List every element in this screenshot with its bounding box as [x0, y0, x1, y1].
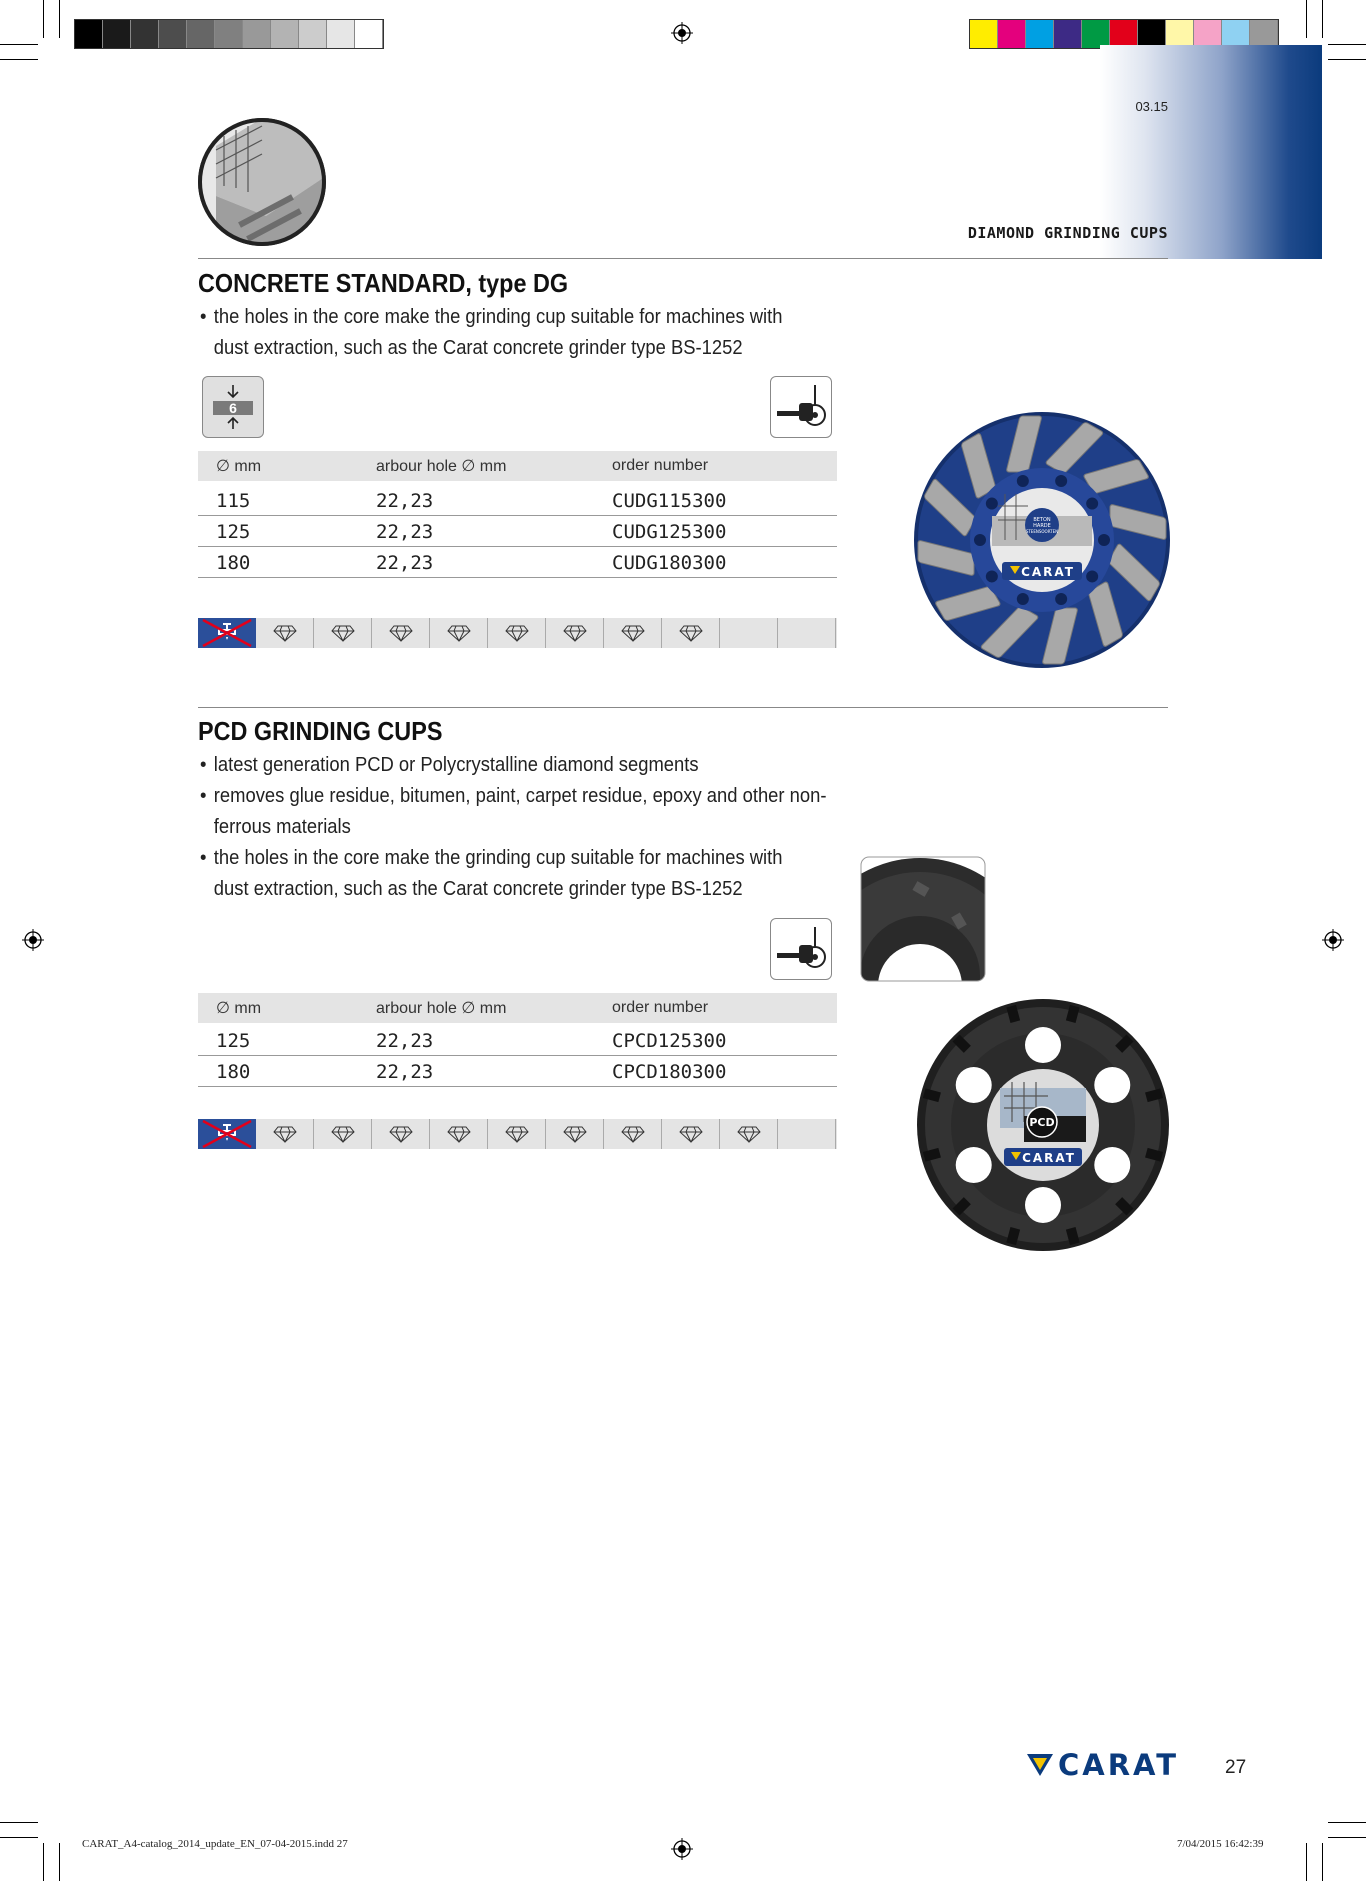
segment-height-icon	[202, 376, 264, 438]
section-number: 03.15	[1135, 99, 1168, 114]
diamond-rating-icon	[372, 1119, 430, 1149]
section-title: DIAMOND GRINDING CUPS	[967, 224, 1168, 242]
disc-hole	[1025, 1187, 1061, 1223]
diamond-rating-icon	[372, 618, 430, 648]
pcd-segment-closeup-image	[860, 856, 986, 982]
angle-grinder-icon	[770, 376, 832, 438]
product-table	[198, 993, 837, 1087]
table-row	[198, 485, 837, 516]
feature-item: • the holes in the core make the grinding cup suitable for machines with	[200, 843, 807, 874]
disc-hole	[986, 570, 998, 582]
diamond-rating-icon	[314, 1119, 372, 1149]
column-header-order-number: order number	[612, 999, 709, 1016]
print-timestamp: 7/04/2015 16:42:39	[1177, 1838, 1264, 1850]
disc-hole	[1094, 1067, 1130, 1103]
table-row	[198, 547, 837, 578]
concrete-application-icon	[196, 116, 328, 248]
disc-hole	[1055, 475, 1067, 487]
disc-hole	[1086, 570, 1098, 582]
disc-text-line: STEENSOORTEN	[1025, 529, 1059, 534]
feature-item-continued: dust extraction, such as the Carat concrete grinder type BS-1252	[213, 337, 743, 359]
material-rating-strip	[198, 618, 837, 648]
column-header-arbour-hole: arbour hole ∅ mm	[376, 1000, 507, 1017]
disc-hole	[956, 1147, 992, 1183]
diamond-rating-icon	[546, 1119, 604, 1149]
segment-height-value: 6	[229, 400, 237, 416]
feature-item: • removes glue residue, bitumen, paint, carpet residue, epoxy and other non-	[200, 781, 807, 812]
cell-diameter: 125	[216, 1030, 251, 1052]
brand-logo	[1026, 1748, 1179, 1782]
concrete-grinding-cup-image	[910, 408, 1174, 672]
cell-order-number: CUDG125300	[612, 521, 727, 543]
disc-hole	[1055, 593, 1067, 605]
cell-order-number: CPCD180300	[612, 1061, 727, 1083]
product-title: CONCRETE STANDARD, type DG	[198, 268, 569, 298]
disc-hole	[974, 534, 986, 546]
diamond-rating-icon	[256, 1119, 314, 1149]
disc-hole	[1017, 593, 1029, 605]
diamond-rating-icon	[314, 618, 372, 648]
page-number: 27	[1225, 1757, 1247, 1778]
no-water-cooling-icon	[198, 1119, 256, 1149]
column-header-order-number: order number	[612, 457, 709, 474]
section-divider	[198, 258, 1168, 259]
product-title: PCD GRINDING CUPS	[198, 716, 443, 746]
column-header-arbour-hole: arbour hole ∅ mm	[376, 458, 507, 475]
feature-item-continued: dust extraction, such as the Carat concrete grinder type BS-1252	[213, 878, 743, 900]
diamond-rating-icon	[720, 1119, 778, 1149]
disc-text-line: BETON	[1033, 517, 1051, 523]
brand-logo-text: CARAT	[1058, 1748, 1180, 1782]
column-header-diameter: ∅ mm	[216, 458, 262, 475]
diamond-rating-icon	[604, 618, 662, 648]
cell-order-number: CUDG115300	[612, 490, 727, 512]
diamond-rating-icon	[604, 1119, 662, 1149]
disc-hole	[1017, 475, 1029, 487]
cell-diameter: 125	[216, 521, 251, 543]
empty-rating-cell	[778, 1119, 836, 1149]
table-row	[198, 1056, 837, 1087]
registration-mark-right	[1322, 929, 1344, 951]
print-file-name: CARAT_A4-catalog_2014_update_EN_07-04-2015.indd 27	[82, 1838, 348, 1850]
empty-rating-cell	[778, 618, 836, 648]
diamond-rating-icon	[256, 618, 314, 648]
cell-diameter: 180	[216, 1061, 251, 1083]
disc-hole	[1098, 534, 1110, 546]
empty-rating-cell	[720, 618, 778, 648]
disc-text-line: HARDE	[1033, 523, 1051, 529]
cell-diameter: 180	[216, 552, 251, 574]
carat-logo-icon	[1026, 1752, 1054, 1778]
disc-hole	[1025, 1027, 1061, 1063]
cell-order-number: CPCD125300	[612, 1030, 727, 1052]
diamond-rating-icon	[488, 1119, 546, 1149]
disc-hole	[986, 498, 998, 510]
diamond-rating-icon	[488, 618, 546, 648]
section-divider	[198, 707, 1168, 708]
disc-brand-label: CARAT	[1021, 565, 1075, 579]
diamond-rating-icon	[662, 618, 720, 648]
no-water-cooling-icon	[198, 618, 256, 648]
column-header-diameter: ∅ mm	[216, 1000, 262, 1017]
product-table	[198, 451, 837, 578]
diamond-rating-icon	[430, 1119, 488, 1149]
grayscale-calibration-bar	[74, 19, 384, 49]
feature-list	[200, 750, 860, 905]
disc-hole	[956, 1067, 992, 1103]
feature-item: • latest generation PCD or Polycrystalline diamond segments	[200, 750, 807, 781]
feature-list	[200, 302, 860, 364]
diamond-rating-icon	[430, 618, 488, 648]
disc-hole	[1086, 498, 1098, 510]
angle-grinder-icon	[770, 918, 832, 980]
cell-arbour-hole: 22,23	[376, 521, 434, 543]
disc-hole	[1094, 1147, 1130, 1183]
table-header	[198, 451, 837, 481]
cell-arbour-hole: 22,23	[376, 1061, 434, 1083]
registration-mark-top	[671, 22, 693, 44]
registration-mark-bottom	[671, 1838, 693, 1860]
cell-arbour-hole: 22,23	[376, 490, 434, 512]
diamond-rating-icon	[662, 1119, 720, 1149]
cell-arbour-hole: 22,23	[376, 1030, 434, 1052]
disc-badge-label: PCD	[1029, 1116, 1055, 1129]
table-header	[198, 993, 837, 1023]
registration-mark-left	[22, 929, 44, 951]
diamond-rating-icon	[546, 618, 604, 648]
table-row	[198, 516, 837, 547]
material-rating-strip	[198, 1119, 837, 1149]
table-row	[198, 1025, 837, 1056]
cell-diameter: 115	[216, 490, 251, 512]
pcd-grinding-cup-image	[914, 996, 1172, 1254]
cell-order-number: CUDG180300	[612, 552, 727, 574]
disc-brand-label: CARAT	[1022, 1151, 1076, 1165]
cell-arbour-hole: 22,23	[376, 552, 434, 574]
feature-item: • the holes in the core make the grinding cup suitable for machines with	[200, 302, 807, 333]
feature-item-continued: ferrous materials	[213, 816, 351, 838]
